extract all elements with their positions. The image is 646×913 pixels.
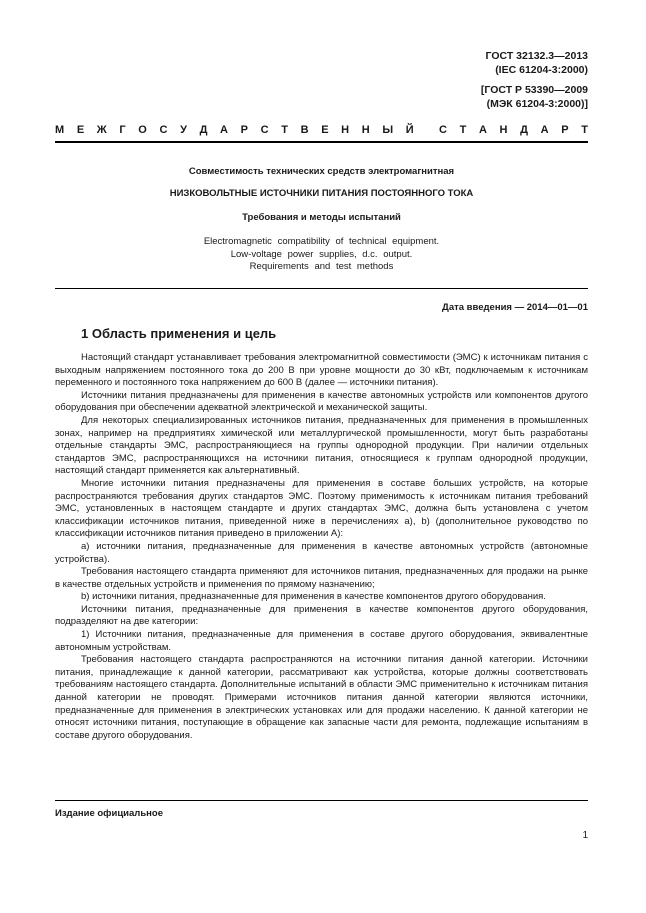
official-edition-label: Издание официальное xyxy=(55,808,163,819)
paragraph: Многие источники питания предназначены для применения в составе больших устройств, на которые распространяются требования других стандартов ЭМС. Поэтому применимость к источникам питания требований ЭМС, установленных в настоящем стандарте и других стандартах ЭМС, должна быть установлена с учетом классификации источников питания, приведенной ниже в перечислениях а), b) (дополнительное руководство по классификации источников питания приведено в приложении А): xyxy=(55,477,588,540)
english-title-line: Low-voltage power supplies, d.c. output. xyxy=(230,248,413,260)
paragraph: Требования настоящего стандарта распространяются на источники питания данной категории. Источники питания, принадлежащие к данной категории, рассматривают как устройства, которые должны соответствовать требованиям настоящего стандарта. Дополнительные испытаний в области ЭМС применительно к источникам питания данной категории не проводят. Примерами источников питания данной категории являются источники, предназначенные для применения в электрических установках или для продажи населению. К данной категории не относят источники питания, поступающие в обращение как запасные части для ремонта, подлежащие испытаниям в составе другого оборудования. xyxy=(55,654,588,741)
banner-letter: Н xyxy=(341,124,350,136)
banner-letter: А xyxy=(220,124,228,136)
english-title-line: Requirements and test methods xyxy=(249,261,394,272)
banner-letter: Т xyxy=(281,124,288,136)
banner-letter: С xyxy=(438,124,447,136)
section-body xyxy=(55,352,588,742)
paragraph: Для некоторых специализированных источников питания, предназначенных для применения в промышленных зонах, например на предприятиях химической или металлургической промышленности, могут быть разработаны отдельные стандарты ЭМС, распространяющиеся на группы однородной продукции. При наличии отдельных стандартов ЭМС, распространяющихся на источники питания, относящиеся к группам однородной продукции, настоящий стандарт применяется как альтернативный. xyxy=(55,414,588,477)
banner-letter: С xyxy=(260,124,269,136)
banner-letter: Е xyxy=(321,124,329,136)
interstate-standard-banner xyxy=(55,123,588,137)
section-heading: 1 Область применения и цель xyxy=(81,326,277,341)
standard-number-line: (МЭК 61204-3:2000)] xyxy=(486,97,588,110)
banner-letter: Н xyxy=(499,124,508,136)
banner-letter: Ы xyxy=(382,124,394,136)
standard-numbers xyxy=(481,50,588,111)
banner-letter: Е xyxy=(76,124,85,136)
paragraph: 1) Источники питания, предназначенные для применения в составе другого оборудования, эквивалентные автономным устройствам. xyxy=(55,629,588,653)
paragraph: а) источники питания, предназначенные для применения в качестве автономных устройств (автономные устройства). xyxy=(55,540,588,565)
banner-letter: Р xyxy=(561,124,569,136)
title-line-1: Совместимость технических средств электромагнитная xyxy=(188,166,455,177)
paragraph: Настоящий стандарт устанавливает требования электромагнитной совместимости (ЭМС) к источникам питания с выходным напряжением постоянного тока до 200 В при уровне мощности до 30 кВт, подключаемым к источникам переменного и постоянного тока напряжением до 600 В (далее — источники питания). xyxy=(55,352,588,389)
banner-letter: Д xyxy=(199,124,208,136)
paragraph: Источники питания предназначены для применения в качестве автономных устройств или компонентов другого оборудования при обеспечении адекватной электрической и механической защиты. xyxy=(55,389,588,414)
banner-letter: А xyxy=(478,124,487,136)
introduction-date: Дата введения — 2014—01—01 xyxy=(442,302,588,313)
paragraph: b) источники питания, предназначенные для применения в качестве компонентов другого оборудования. xyxy=(81,591,546,603)
document-title: НИЗКОВОЛЬТНЫЕ ИСТОЧНИКИ ПИТАНИЯ ПОСТОЯННОГО ТОКА xyxy=(169,188,474,199)
header-divider xyxy=(55,141,588,143)
banner-letter: Ж xyxy=(96,124,107,136)
banner-letter: У xyxy=(180,124,187,136)
banner-letter: О xyxy=(138,124,147,136)
english-title xyxy=(55,236,588,274)
standard-number-line: (IEC 61204-3:2000) xyxy=(495,63,588,76)
paragraph: Источники питания, предназначенные для применения в качестве компонентов другого оборудования, подразделяют на две категории: xyxy=(55,603,588,628)
banner-letter: Й xyxy=(405,124,414,136)
banner-letter: В xyxy=(300,124,309,136)
page-number: 1 xyxy=(582,830,588,841)
banner-letter: Г xyxy=(119,124,126,136)
banner-letter: Т xyxy=(459,124,467,136)
standard-number-line: [ГОСТ Р 53390—2009 xyxy=(480,84,588,96)
paragraph: Требования настоящего стандарта применяют для источников питания, предназначенных для продажи на рынке в качестве отдельных устройств и применения по прямому назначению; xyxy=(55,566,588,590)
banner-letter: А xyxy=(540,124,549,136)
standard-number-line: ГОСТ 32132.3—2013 xyxy=(485,50,588,62)
title-subtitle: Требования и методы испытаний xyxy=(242,212,401,223)
banner-letter: Д xyxy=(520,124,528,136)
english-title-line: Electromagnetic compatibility of technical equipment. xyxy=(203,236,440,247)
banner-letter: Н xyxy=(361,124,370,136)
banner-letter: С xyxy=(159,124,168,136)
banner-letter: Т xyxy=(581,124,588,136)
footer-divider xyxy=(55,800,588,801)
title-divider xyxy=(55,288,588,289)
banner-letter: Р xyxy=(240,124,248,136)
banner-letter: М xyxy=(55,124,65,136)
